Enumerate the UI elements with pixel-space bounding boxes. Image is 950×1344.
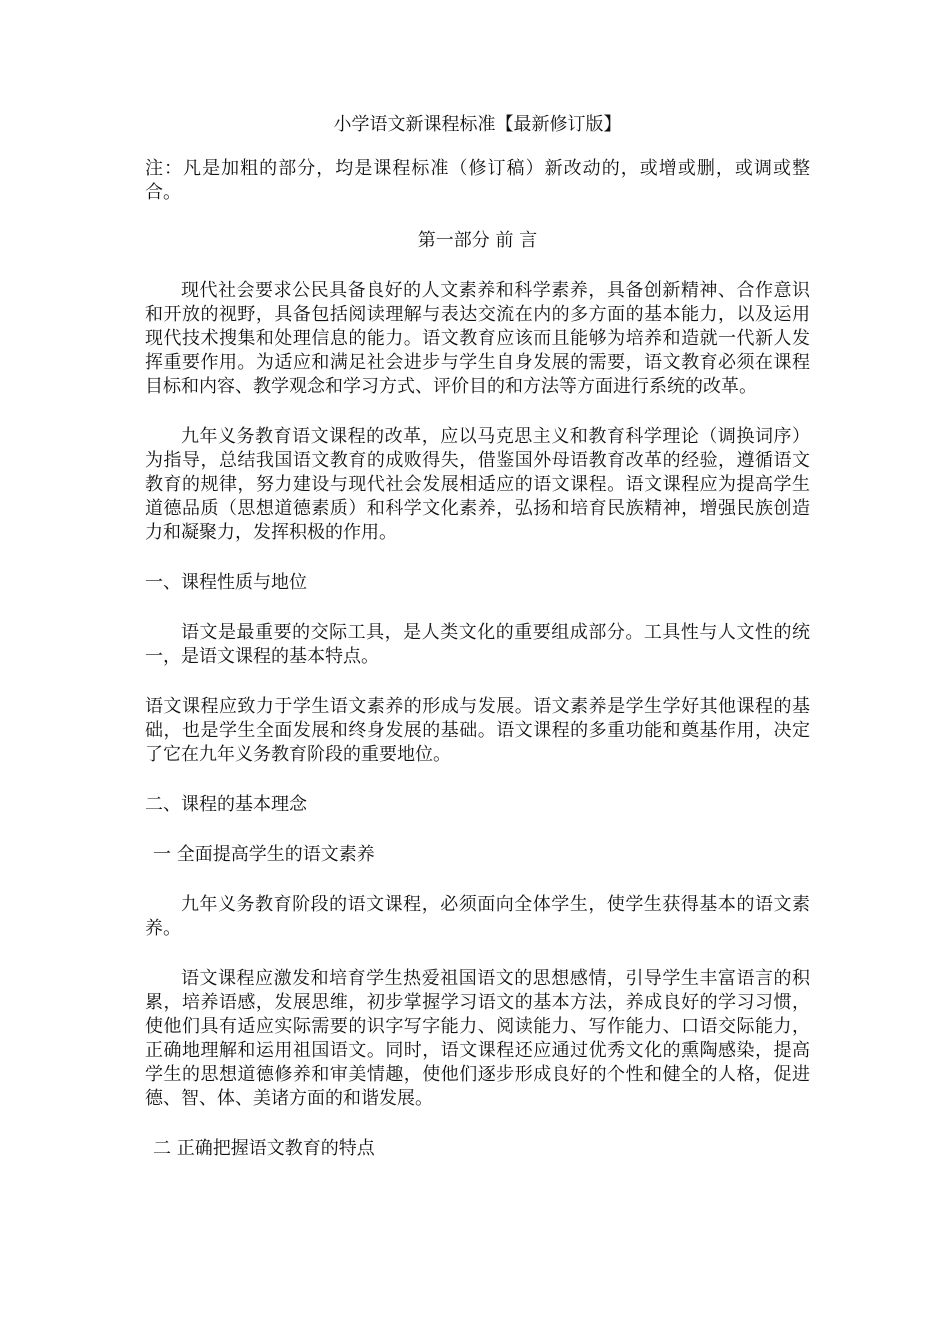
part-heading: 第一部分 前 言 [417,230,538,251]
document-page [145,113,810,1161]
section-heading-1: 一、课程性质与地位 [145,572,307,593]
subsection-heading-2: 二 正确把握语文教育的特点 [153,1138,375,1159]
subsection-heading-1: 一 全面提高学生的语文素养 [153,844,375,865]
subsection1-paragraph-1: 九年义务教育阶段的语文课程，必须面向全体学生，使学生获得基本的语文素养。 [145,894,810,939]
preface-paragraph-2: 九年义务教育语文课程的改革，应以马克思主义和教育科学理论（调换词序）为指导，总结我国语文教育的成败得失，借鉴国外母语教育改革的经验，遵循语文教育的规律，努力建设与现代社会发展相适应的语文课程。语文课程应为提高学生道德品质（思想道德素质）和科学文化素养，弘扬和培育民族精神，增强民族创造力和凝聚力，发挥积极的作用。 [145,426,810,543]
subsection1-paragraph-2: 语文课程应激发和培育学生热爱祖国语文的思想感情，引导学生丰富语言的积累，培养语感，发展思维，初步掌握学习语文的基本方法，养成良好的学习习惯，使他们具有适应实际需要的识字写字能力、阅读能力、写作能力、口语交际能力，正确地理解和运用祖国语文。同时，语文课程还应通过优秀文化的熏陶感染，提高学生的思想道德修养和审美情趣，使他们逐步形成良好的个性和健全的人格，促进德、智、体、美诸方面的和谐发展。 [145,968,810,1109]
preface-paragraph-1: 现代社会要求公民具备良好的人文素养和科学素养，具备创新精神、合作意识和开放的视野，具备包括阅读理解与表达交流在内的多方面的基本能力，以及运用现代技术搜集和处理信息的能力。语文教育应该而且能够为培养和造就一代新人发挥重要作用。为适应和满足社会进步与学生自身发展的需要，语文教育必须在课程目标和内容、教学观念和学习方式、评价目的和方法等方面进行系统的改革。 [145,280,810,397]
section1-paragraph-1: 语文是最重要的交际工具，是人类文化的重要组成部分。工具性与人文性的统一，是语文课程的基本特点。 [145,622,810,667]
section-heading-2: 二、课程的基本理念 [145,794,307,815]
section1-paragraph-2: 语文课程应致力于学生语文素养的形成与发展。语文素养是学生学好其他课程的基础，也是学生全面发展和终身发展的基础。语文课程的多重功能和奠基作用，决定了它在九年义务教育阶段的重要地位。 [145,696,810,765]
note-paragraph: 注：凡是加粗的部分，均是课程标准（修订稿）新改动的，或增或删，或调或整合。 [145,158,810,203]
document-title: 小学语文新课程标准【最新修订版】 [333,114,622,135]
